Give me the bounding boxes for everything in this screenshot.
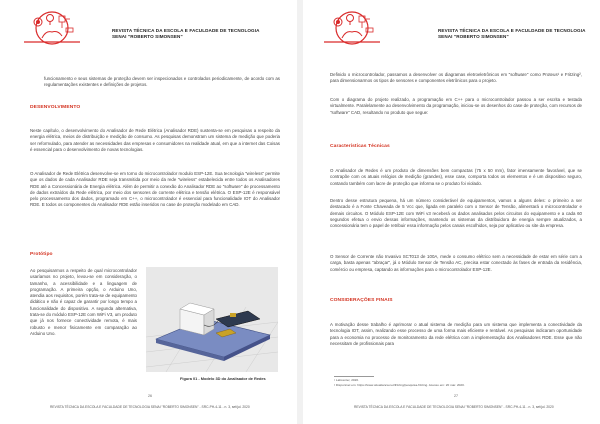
paragraph-programacao: Com o diagrama do projeto realizado, a programação em C++ para o microcontrolador passou a ser escrita e testada virtualmente. Paralelamente ao desenvolvimento da programação, iniciou-se os desenhos do case de proteção, com recursos de "software" CAD, resultando no produto que segue: — [330, 97, 582, 115]
left-page — [0, 0, 296, 424]
footnote-1: ¹ Labcenter, 2020. — [334, 378, 359, 382]
paragraph-desenvolvimento-1: Neste capítulo, o desenvolvimento do Analisador de Rede Elétrica (Analisador RDE) sustenta-se em pesquisas a respeito da energia elétrica, meios de distribuição e medição de consumo. As pesquisas demonstram um sistema de medição que poderia ser reformulado, para atender as necessidades das empresas e consumidores na realidade atual, em que a internet das Coisas é essencial para o desenvolvimento de novas tecnologias. — [30, 128, 280, 152]
journal-title-line1: REVISTA TÉCNICA DA ESCOLA E FACULDADE DE TECNOLOGIA — [438, 28, 586, 33]
right-page — [304, 0, 600, 424]
section-heading-caracteristicas: Características Técnicas — [330, 144, 390, 149]
intro-paragraph: funcionamento e seus sistemas de proteção devem ser inspecionados e controlados periodicamente, de acordo com as regulamentações existentes e definições de projetos. — [44, 76, 280, 88]
footnote-2: ² Disponível em: https://www.oitoalianca.net/fritzing/pesquisa-fritzing. Acesso em: 20 mar. 2020. — [334, 383, 465, 387]
footnote-divider — [334, 376, 374, 377]
paragraph-desenvolvimento-2: O Analisador de Rede Elétrica desenvolve-se em torno do microcontrolador modulo ESP-12E. Sua tecnologia "wireless" permite que os dados de cada Analisador RDE seja transmitida por meio da rede "wireless" estabelecida entre todos os Analisadores RDE até a Concessionária de Energia elétrica. Além de permitir a conexão do Analisador RDE ao "software" de processamento de dados extraídos da Rede elétrica, por meio dos sensores de corrente elétrica e tensão elétrica. O ESP-12E é responsável pelo processamento dos dados, programado em C++, o microcontrolador é essencial para funcionalidade IOT do Analisador RDE. E todos os componentes do Analisador RDE estão inseridos no case de proteção modelado em CAD. — [30, 171, 280, 208]
hand-icon — [342, 32, 362, 39]
page-number: 26 — [148, 394, 152, 398]
journal-header — [112, 28, 260, 39]
journal-logo — [22, 6, 82, 48]
figure-caption: Figura 01 - Modelo 3D do Analisador de Redes — [180, 376, 266, 381]
journal-logo — [322, 6, 382, 48]
hand-icon — [42, 32, 62, 39]
paragraph-microcontrolador: Definido o microcontrolador, passamos a desenvolver os diagramas eletroeletrônicos em "software" como Proteus¹ e Fritzing², para dimensionarmos os tipos de sensores e componentes eletrônicos para o projeto. — [330, 72, 582, 84]
page-footer: REVISTA TÉCNICA DA ESCOLA E FACULDADE DE TECNOLOGIA SENAI "ROBERTO SIMONSEN" - SRC-PH-4-11 - n. 3, set/jul. 2020 — [50, 405, 250, 409]
lightbulb-icon — [47, 15, 54, 26]
paragraph-caracteristicas-2: Dentro desse estrutura pequena, há um número considerável de equipamentos, vamos a alguns deles: o primeiro a ser destacado é a Fonte Chaveada de 5 Vcc que, ligada em paralelo com o Sensor de Tensão, alimentará o microcontrolador e demais circuitos. O Módulo ESP-12E com WiFi v3 receberá os dados analisados pelos circuitos do equipamento e a cada 60 segundos efetua o envio dessas informações, mantendo os sistemas da distribuidora de energia sempre atualizados, a concessionária tem o papel de retribuir essa informação pelos canais escolhidos, seja por aplicativo ou site da empresa. — [330, 198, 582, 229]
journal-title-line2: SENAI "ROBERTO SIMONSEN" — [438, 33, 509, 39]
journal-title-line2: SENAI "ROBERTO SIMONSEN" — [112, 33, 183, 39]
paragraph-caracteristicas-3: O Sensor de Corrente não Invasivo SCT013 de 100A, mede o consumo elétrico sem a necessidade de estar em série com a carga, basta apenas "abraçar", já o Módulo Sensor de Tensão AC, precisa estar conectado às fases de entrada da residência, comércio ou empresa, captando as informações para o microcontrolador ESP-12E. — [330, 254, 582, 272]
section-heading-prototipo: Protótipo — [30, 252, 53, 257]
page-gutter — [297, 0, 303, 424]
paragraph-caracteristicas-1: O Analisador de Redes é um produto de dimensões bem compactas (75 x 50 mm), fator imensamente favorável, que se contrapõe com os atuais relógios de medição (grandes), esse case, comporta todos os elementos e é um dispositivo seguro, contando também com lacre de proteção que informa se o produto foi violado. — [330, 168, 582, 186]
paragraph-consideracoes: A motivação desse trabalho é aprimorar o atual sistema de medição para um sistema que implementa a conectividade da tecnologia IOT, assim, realizando esse processo de uma forma mais eficiente e rentável. As pesquisas indicaram oportunidade para a economia no processo de monitoramento da rede elétrica com a implementação dos Analisadores RDE. Esse que não necessitam de profissionais para — [330, 322, 582, 346]
journal-header — [438, 28, 586, 39]
page-footer: REVISTA TÉCNICA DA ESCOLA E FACULDADE DE TECNOLOGIA SENAI "ROBERTO SIMONSEN" - SRC-PH-4-11 - n. 3, set/jul. 2020 — [354, 405, 554, 409]
page-number: 27 — [454, 394, 458, 398]
figure-3d-model — [146, 267, 278, 372]
section-heading-consideracoes: CONSIDERAÇÕES FINAIS — [330, 298, 393, 303]
lightbulb-icon — [347, 15, 354, 26]
paragraph-prototipo: Ao pesquisarmos a respeito de qual microcontrolador usaríamos no projeto, levou-se em consideração, o tamanho, a acessibilidade e a linguagem de programação. A primeira opção, o Arduino Uno, atendia aos requisitos, porém trata-se de equipamento didático e não é capaz de garantir por longo tempo a funcionalidade do dispositivo. A segunda alternativa, trata-se do módulo ESP-12E com WiFi V3, um produto que já nos fornece conectividade remota, é mais robusto e menor fisicamente em comparação ao Arduino Uno. — [30, 268, 137, 336]
journal-title-line1: REVISTA TÉCNICA DA ESCOLA E FACULDADE DE TECNOLOGIA — [112, 28, 260, 33]
section-heading-desenvolvimento: DESENVOLVIMENTO — [30, 105, 81, 110]
